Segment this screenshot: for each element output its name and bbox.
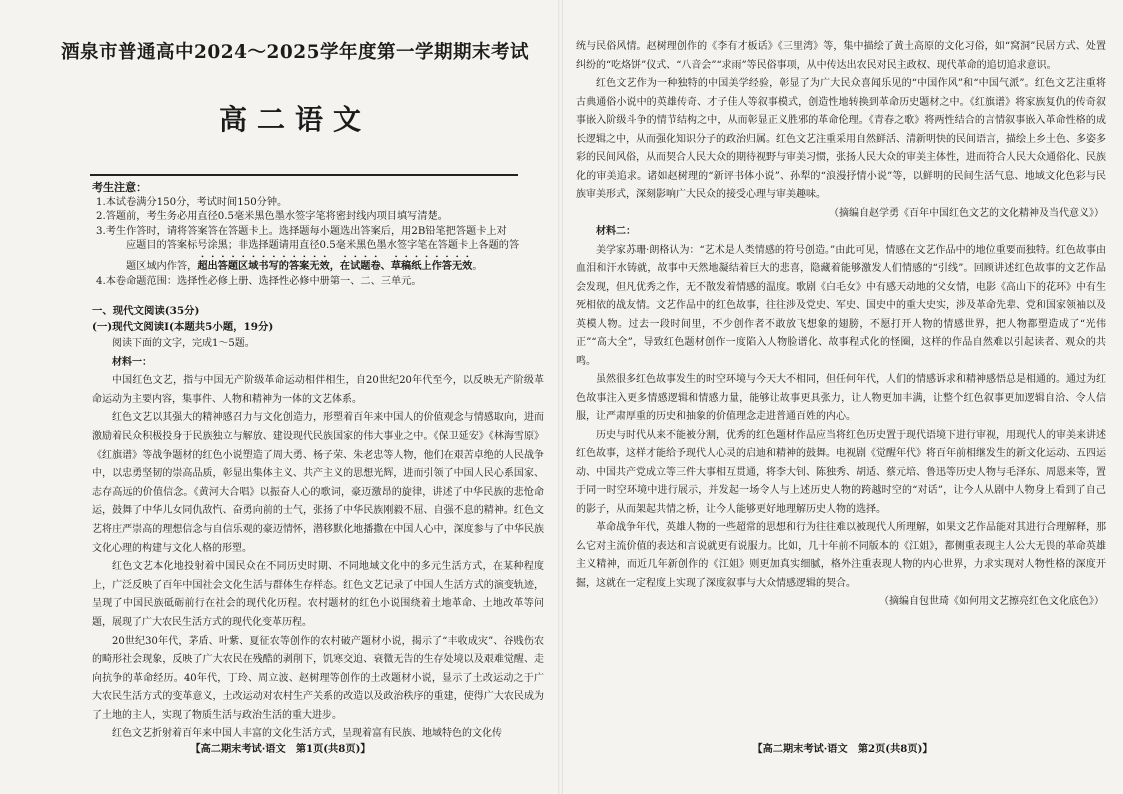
notice-title: 考生注意：	[92, 181, 147, 194]
right-body-text	[576, 38, 1106, 612]
notice-item-2: 2.答题前，考生务必用直径0.5毫米黑色墨水签字笔将密封线内项目填写清楚。	[96, 211, 448, 223]
title-rule	[90, 174, 518, 176]
material-2-label: 材料二：	[596, 226, 636, 237]
notice-item-3c-emphasis: 超出答题区域书写的答案无效，在试题卷、草稿纸上作答无效	[197, 259, 473, 272]
section-heading-block	[92, 303, 532, 335]
left-paragraph: 红色文艺折射着百年来中国人丰富的文化生活方式，呈现着富有民族、地域特色的文化传	[112, 728, 502, 740]
section-1-heading: 一、现代文阅读(35分)	[92, 305, 200, 317]
left-paragraph: 红色文艺本化地投射着中国民众在不同历史时期、不同地域文化中的多元生活方式，在某种程度上，广泛反映了百年中国社会文化生活与群体生存样态。红色文艺记录了中国人生活方式的演变轨迹，呈现了中国民族砥砺前行在社会的现代化历程。农村题材的红色小说围绕着土地革命、土地改革等问题，展现了广大农民生活方式的现代化变革历程。	[92, 561, 544, 628]
notice-item-3c	[126, 254, 532, 275]
right-paragraph: 红色文艺作为一种独特的中国美学经验，彰显了为广大民众喜闻乐见的“中国作风”和“中国气派”。红色文艺注重将古典通俗小说中的英雄传奇、才子佳人等叙事模式，创造性地转换到革命历史题材之中。《红旗谱》将家族复仇的传奇叙事嵌入阶级斗争的情节结构之中，从而彰显正义胜邪的革命伦理。《青春之歌》将两性结合的言情叙事嵌入革命性格的成长逻辑之中，从而强化知识分子的政治归属。红色文艺注重采用自然鲜活、清新明快的民间语言，描绘上乡土色、多姿多彩的民间风俗，从而契合人民大众的期待视野与审美习惯，张扬人民大众的审美主体性，进而符合人民大众通俗化、民族化的审美追求。诸如赵树理的“新评书体小说”、孙犁的“浪漫抒情小说”等，以鲜明的民间生活气息、地域文化色彩与民族审美形式，深刻影响广大民众的接受心理与审美趣味。	[576, 78, 1106, 200]
left-paragraph: 中国红色文艺，指与中国无产阶级革命运动相伴相生，自20世纪20年代至今，以反映无产阶级革命运动为主要内容，集事件、人物和精神为一体的文艺体系。	[92, 375, 544, 405]
left-paragraph: 20世纪30年代，茅盾、叶紫、夏征农等创作的农村破产题材小说，揭示了“丰收成灾”、谷贱伤农的畸形社会现象，反映了广大农民在残酷的剥削下，饥寒交迫、衰微无告的生存处境以及艰难觉醒、走向抗争的革命经历。40年代，丁玲、周立波、赵树理等创作的土改题材小说，显示了土改运动之于广大农民生活方式的变革意义，土改运动对农村生产关系的改造以及政治秩序的重建，使得广大农民成为了土地的主人，实现了物质生活与政治生活的重大进步。	[92, 635, 544, 721]
right-paragraph: 革命战争年代，英雄人物的一些超常的思想和行为往往难以被现代人所理解，如果文艺作品能对其进行合理解释，那么它对主流价值的表达和言说就更有说服力。比如，几十年前不同版本的《江姐》，都侧重表现主人公大无畏的革命英雄主义精神，而近几年新创作的《江姐》则更加真实细腻，格外注重表现人物的内心世界，力求实现对人物性格的深度开掘，这就在一定程度上实现了深度叙事与大众情感逻辑的契合。	[576, 522, 1106, 589]
source-citation-2: （摘编自包世琦《如何用文艺擦亮红色文化底色》）	[879, 596, 1104, 607]
page-left	[0, 0, 561, 794]
notice-item-3c-post: 。	[472, 260, 483, 272]
page-right	[562, 0, 1123, 794]
instruction: 阅读下面的文字，完成1～5题。	[112, 338, 255, 349]
notice-box	[92, 181, 532, 289]
right-paragraph: 历史与时代从来不能被分割，优秀的红色题材作品应当将红色历史置于现代语境下进行审视，用现代人的审美来讲述红色故事，这样才能给予现代人心灵的启迪和精神的鼓舞。电视剧《觉醒年代》将百年前相继发生的新文化运动、五四运动、中国共产党成立等三件大事相互贯通，将李大钊、陈独秀、胡适、蔡元培、鲁迅等历史人物与毛泽东、周恩来等，置于同一时空环境中进行展示，并发起一场令人与上述历史人物的跨越时空的“对话”，让今人从剧中人物身上看到了自己的影子，从而架起共情之桥，让今人能够更好地理解历史人物的选择。	[576, 429, 1106, 515]
right-paragraph: 美学家苏珊·朗格认为：“艺术是人类情感的符号创造。”由此可见，情感在文艺作品中的地位重要而独特。红色故事由血泪和汗水铸就，故事中天然地凝结着巨大的悲喜，隐藏着能够激发人们情感的“引线”。回顾讲述红色故事的文艺作品会发现，但凡优秀之作，无不散发着情感的温度。歌剧《白毛女》中有感天动地的父女情，电影《高山下的花环》中有生死相依的战友情。文艺作品中的红色故事，往往涉及党史、军史、国史中的重大史实，涉及革命先辈、党和国家领袖以及英模人物。过去一段时间里，不少创作者不敢放飞想象的翅膀，不愿打开人物的情感世界，把人物都塑造成了“光伟正”“高大全”，导致红色题材创作一度陷入人物脸谱化、故事程式化的怪圈，这样的作品自然难以引起读者、观众的共鸣。	[576, 244, 1106, 367]
page-1-footer: 【高二期末考试·语文 第1页(共8页)】	[190, 743, 371, 755]
notice-item-1: 1.本试卷满分150分，考试时间150分钟。	[96, 196, 288, 208]
notice-item-4: 4.本卷命题范围：选择性必修上册、选择性必修中册第一、二、三单元。	[96, 275, 422, 287]
subject-title: 高二语文	[218, 103, 371, 136]
exam-title: 酒泉市普通高中2024～2025学年度第一学期期末考试	[61, 42, 529, 63]
notice-item-3a: 3.考生作答时，请将答案答在答题卡上。选择题每小题选出答案后，用2B铅笔把答题卡上对	[96, 225, 507, 237]
right-paragraph: 虽然很多红色故事发生的时空环境与今天大不相同，但任何年代，人们的情感诉求和精神感悟总是相通的。通过为红色故事注入更多情感逻辑和情感力量，能够让故事更具张力，让人物更加丰满，让整个红色叙事更加逻辑自洽、令人信服，让严肃厚重的历史和抽象的价值理念走进普通百姓的内心。	[576, 374, 1106, 422]
notice-item-3c-pre: 题区域内作答，	[126, 260, 198, 272]
left-body-text	[92, 335, 544, 744]
subsection-1-heading: (一)现代文阅读Ⅰ(本题共5小题，19分)	[92, 321, 274, 333]
notice-item-3b: 应题目的答案标号涂黑；非选择题请用直径0.5毫米黑色墨水签字笔在答题卡上各题的答	[126, 240, 520, 252]
page-2-footer: 【高二期末考试·语文 第2页(共8页)】	[752, 743, 933, 755]
source-citation-1: （摘编自赵学勇《百年中国红色文艺的文化精神及当代意义》）	[829, 207, 1104, 219]
right-paragraph: 统与民俗风情。赵树理创作的《李有才板话》《三里湾》等，集中描绘了黄土高原的文化习俗，如“窝洞”民居方式、处置纠纷的“吃烙饼”仪式、“八音会”“求雨”等民俗事项，从中传达出农民对民主政权、现代革命的追切追求意识。	[576, 41, 1106, 71]
material-1-label: 材料一：	[112, 356, 152, 368]
left-paragraph: 红色文艺以其强大的精神感召力与文化创造力，形塑着百年来中国人的价值观念与情感取向，进而激励着民众积极投身于民族独立与解放、建设现代民族国家的伟大事业之中。《保卫延安》《林海雪原》《红旗谱》等战争题材的红色小说塑造了周大勇、杨子荣、朱老忠等人物，他们在艰苦卓绝的人民战争中，以忠勇坚韧的崇高品质，彰显出集体主义、共产主义的思想光辉，进而引领了中国人民心系国家、志存高远的价值信念。《黄河大合唱》以振奋人心的歌词，豪迈激昂的旋律，讲述了中华民族的悲怆命运，鼓舞了中华儿女同仇敌忾、奋勇向前的士气，张扬了中华民族刚毅不屈、自强不息的精神。红色文艺将庄严崇高的理想信念与自信乐观的豪迈情怀，潜移默化地播撒在中国人心中，深度参与了中华民族文化心理的构建与文化人格的形塑。	[92, 412, 544, 554]
